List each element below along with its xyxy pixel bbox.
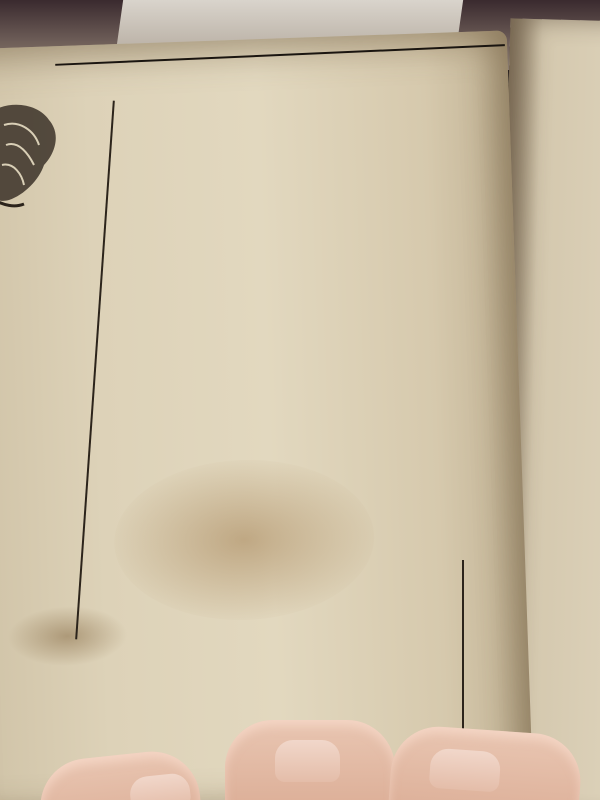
water-stain (111, 455, 376, 624)
left-page (0, 30, 533, 800)
woodcut-illustration (0, 100, 64, 215)
hand (40, 715, 600, 800)
fingernail (429, 748, 502, 793)
right-page-list (527, 79, 600, 82)
water-stain-small (6, 604, 128, 668)
column-rule-right (462, 560, 464, 730)
fingernail (275, 740, 340, 782)
